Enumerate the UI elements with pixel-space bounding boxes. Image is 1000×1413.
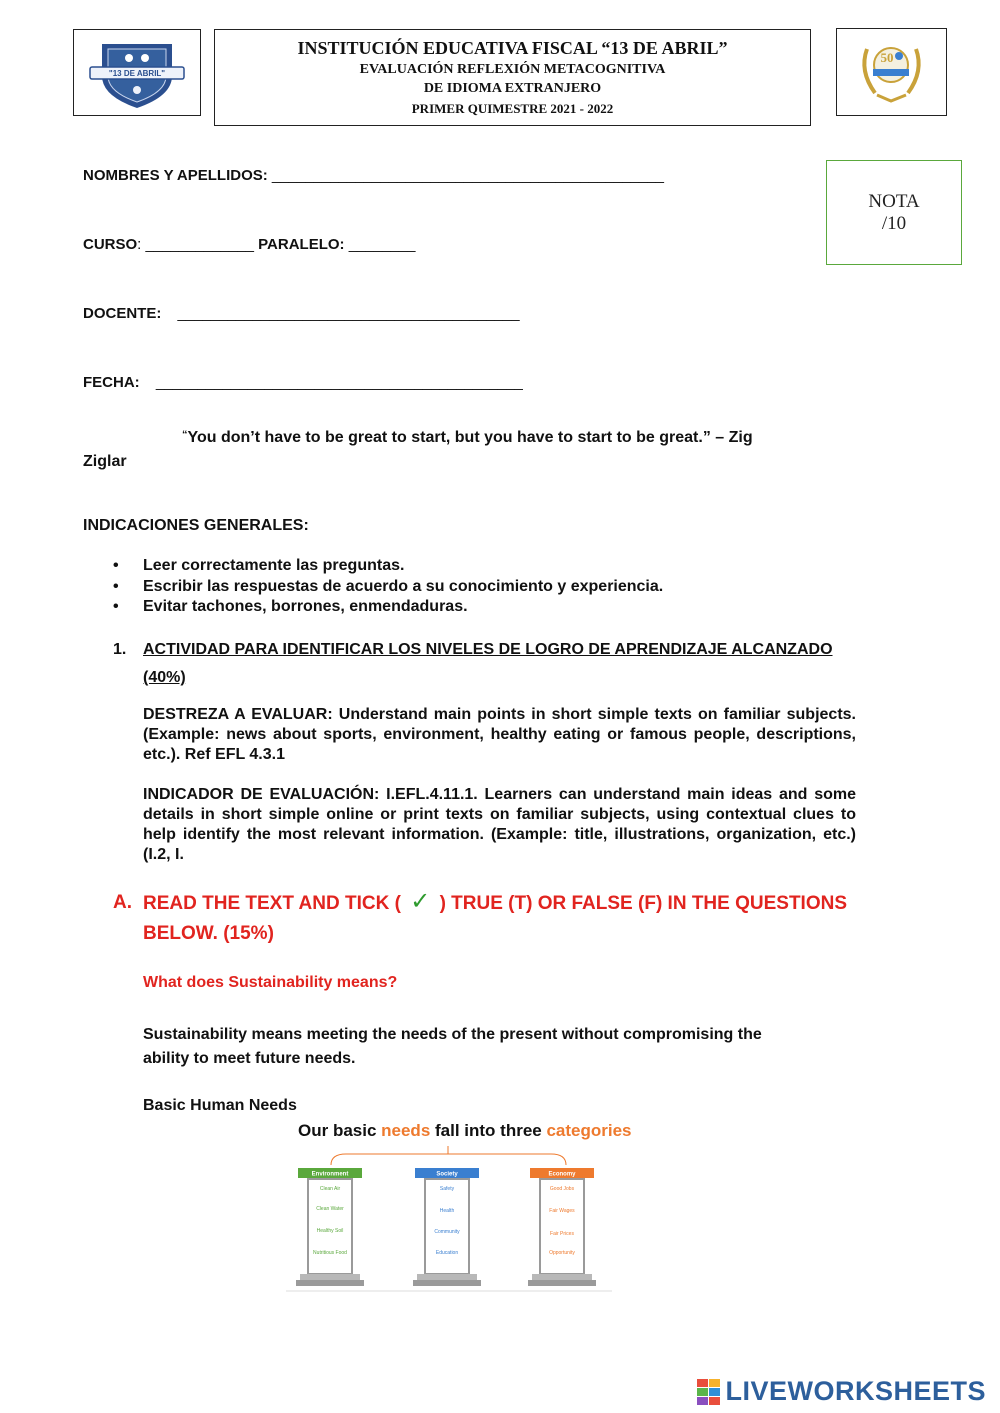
infographic-title: [298, 1121, 632, 1141]
course-label: CURSO: [83, 236, 138, 253]
activity-number: 1.: [113, 641, 127, 658]
course-colon: :: [137, 236, 142, 253]
instruction-text: Escribir las respuestas de acuerdo a su conocimiento y experiencia.: [143, 578, 664, 595]
pillar-item: Fair Wages: [549, 1208, 575, 1214]
names-field[interactable]: [83, 167, 664, 184]
question-title: What does Sustainability means?: [143, 974, 398, 991]
pillar-item: Nutritious Food: [313, 1250, 347, 1256]
date-field[interactable]: [83, 374, 523, 391]
school-shield-logo: [74, 30, 200, 115]
quote-open-mark: “: [182, 429, 188, 441]
instruction-text: Leer correctamente las preguntas.: [143, 557, 405, 574]
institution-title: INSTITUCIÓN EDUCATIVA FISCAL “13 DE ABRIL”: [297, 38, 728, 58]
right-logo-text: 50: [880, 50, 894, 65]
activity-title-line2: (40%): [143, 669, 186, 686]
bullet-icon: •: [113, 557, 119, 574]
quote-line-1: [182, 429, 753, 447]
period-title: PRIMER QUIMESTRE 2021 - 2022: [411, 101, 614, 116]
instruction-text: Evitar tachones, borrones, enmendaduras.: [143, 598, 468, 615]
teacher-label: DOCENTE:: [83, 305, 162, 322]
section-a-line2: BELOW. (15%): [143, 923, 274, 944]
instruction-item: [113, 557, 405, 575]
parallel-label: PARALELO:: [258, 236, 345, 253]
header-title-box: [214, 29, 811, 126]
section-a-line1: [143, 887, 847, 919]
pillar-item: Clean Water: [316, 1206, 344, 1212]
left-logo-box: [73, 29, 201, 116]
pillar-item: Fair Prices: [550, 1231, 574, 1237]
basic-needs-subtitle: Basic Human Needs: [143, 1097, 297, 1114]
grade-box[interactable]: [826, 160, 962, 265]
liveworksheets-brand[interactable]: [697, 1376, 986, 1410]
pillar-label: Economy: [548, 1171, 576, 1178]
pillar-environment: [296, 1168, 364, 1286]
anniversary-laurel-logo: [837, 29, 946, 115]
skill-paragraph: DESTREZA A EVALUAR: Understand main points in short simple texts on familiar subjects. (Example: news about sports, environment, healthy eating or famous people, descriptions, etc.). Ref EFL 4.3.1: [143, 706, 856, 763]
parallel-blank[interactable]: ________: [348, 236, 416, 253]
pillar-economy: [528, 1168, 596, 1286]
quote-author: Ziglar: [83, 453, 127, 470]
bullet-icon: •: [113, 598, 119, 615]
pillar-item: Good Jobs: [549, 1186, 575, 1192]
instruction-item: [113, 578, 664, 596]
check-icon: ✓: [410, 888, 431, 915]
needs-infographic: [286, 1146, 612, 1296]
infographic-title-part1: Our basic: [298, 1121, 382, 1140]
names-label: NOMBRES Y APELLIDOS:: [83, 167, 268, 184]
pillar-item: Health: [439, 1208, 455, 1214]
paragraph-line1: Sustainability means meeting the needs of the present without compromising the: [143, 1026, 762, 1043]
pillar-item: Community: [434, 1229, 460, 1235]
activity-title: [143, 636, 833, 692]
evaluation-title: EVALUACIÓN REFLEXIÓN METACOGNITIVA: [359, 62, 666, 77]
pillar-item: Clean Air: [319, 1186, 341, 1192]
date-label: FECHA:: [83, 374, 140, 391]
pillar-item: Healthy Soil: [316, 1228, 344, 1234]
teacher-blank[interactable]: _________________________________________: [177, 305, 520, 322]
subject-title: DE IDIOMA EXTRANJERO: [423, 81, 602, 96]
liveworksheets-logo-icon: [697, 1377, 721, 1407]
bullet-icon: •: [113, 578, 119, 595]
sustainability-paragraph: [143, 1023, 762, 1071]
grade-value: /10: [881, 213, 907, 234]
indicator-paragraph: INDICADOR DE EVALUACIÓN: I.EFL.4.11.1. Learners can understand main ideas and some details in short simple online or print texts on familiar subjects, using contextual clues to help identify the most relevant information. (Example: title, illustrations, organization, etc.) (I.2, I.: [143, 786, 856, 863]
section-a-line1-before: READ THE TEXT AND TICK (: [143, 893, 401, 914]
pillar-society: [413, 1168, 481, 1286]
course-blank[interactable]: _____________: [145, 236, 254, 253]
quote-text: You don’t have to be great to start, but you have to start to be great.” – Zig: [187, 429, 753, 446]
liveworksheets-wordmark: LIVEWORKSHEETS: [725, 1376, 986, 1406]
course-field[interactable]: [83, 236, 415, 253]
instruction-item: [113, 598, 468, 616]
teacher-field[interactable]: [83, 305, 520, 322]
activity-title-line1: ACTIVIDAD PARA IDENTIFICAR LOS NIVELES DE LOGRO DE APRENDIZAJE ALCANZADO: [143, 641, 833, 658]
pillar-item: Education: [435, 1250, 459, 1256]
pillar-item: Safety: [439, 1186, 455, 1192]
names-blank[interactable]: _______________________________________________: [271, 167, 665, 184]
instructions-title: INDICACIONES GENERALES:: [83, 517, 309, 534]
infographic-title-needs: needs: [381, 1121, 431, 1140]
date-blank[interactable]: ____________________________________________: [155, 374, 523, 391]
pillar-label: Society: [436, 1171, 458, 1178]
pillar-item: Opportunity: [549, 1250, 575, 1256]
pillar-label: Environment: [311, 1171, 349, 1178]
infographic-title-categories: categories: [546, 1121, 632, 1140]
paragraph-line2: ability to meet future needs.: [143, 1050, 356, 1067]
left-logo-text: "13 DE ABRIL": [108, 69, 166, 78]
grade-label: NOTA: [868, 191, 920, 212]
section-a-heading: [143, 887, 847, 949]
right-logo-box: [836, 28, 947, 116]
section-a-line1-after: ) TRUE (T) OR FALSE (F) IN THE QUESTIONS: [439, 893, 848, 914]
section-a-letter: A.: [113, 892, 132, 913]
infographic-title-part3: fall into three: [430, 1121, 547, 1140]
